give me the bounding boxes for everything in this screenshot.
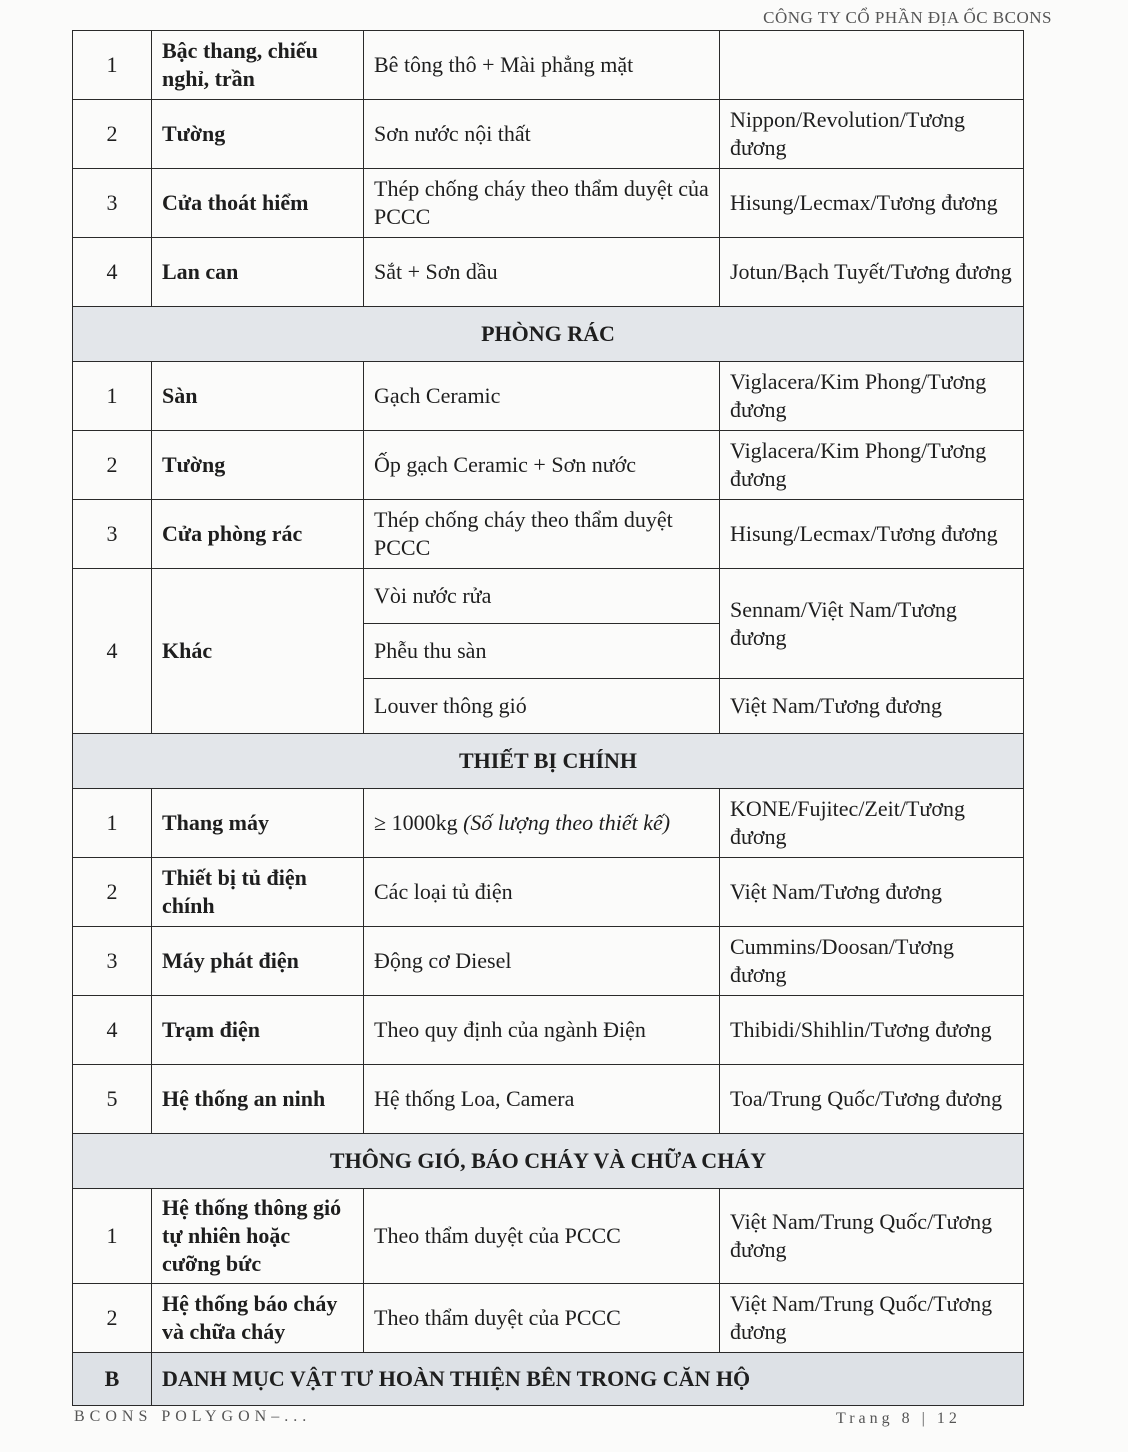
item-name: Trạm điện <box>152 996 364 1065</box>
brand-cell <box>720 31 1024 100</box>
brand-cell: Nippon/Revolution/Tương đương <box>720 100 1024 169</box>
material-cell: Theo quy định của ngành Điện <box>364 996 720 1065</box>
material-cell: Động cơ Diesel <box>364 927 720 996</box>
item-name: Tường <box>152 100 364 169</box>
table-row <box>73 31 1024 100</box>
item-name: Hệ thống báo cháy và chữa cháy <box>152 1284 364 1353</box>
specification-table <box>72 30 1024 1406</box>
section-title: THÔNG GIÓ, BÁO CHÁY VÀ CHỮA CHÁY <box>73 1134 1024 1189</box>
material-note: (Số lượng theo thiết kế) <box>463 810 671 835</box>
table-row <box>73 1189 1024 1284</box>
brand-cell: Việt Nam/Tương đương <box>720 858 1024 927</box>
brand-cell: Việt Nam/Trung Quốc/Tương đương <box>720 1189 1024 1284</box>
section-b-row <box>73 1353 1024 1406</box>
row-number: 4 <box>73 569 152 734</box>
material-cell: Hệ thống Loa, Camera <box>364 1065 720 1134</box>
row-number: 3 <box>73 500 152 569</box>
material-cell: Louver thông gió <box>364 679 720 734</box>
material-cell: Theo thẩm duyệt của PCCC <box>364 1189 720 1284</box>
material-cell: Gạch Ceramic <box>364 362 720 431</box>
row-number: 2 <box>73 858 152 927</box>
item-name: Máy phát điện <box>152 927 364 996</box>
row-number: 3 <box>73 927 152 996</box>
material-cell: Theo thẩm duyệt của PCCC <box>364 1284 720 1353</box>
material-main: ≥ 1000kg <box>374 810 464 835</box>
section-header-row <box>73 1134 1024 1189</box>
table-row <box>73 100 1024 169</box>
table-row <box>73 500 1024 569</box>
item-name: Khác <box>152 569 364 734</box>
section-title: PHÒNG RÁC <box>73 307 1024 362</box>
row-number: 4 <box>73 238 152 307</box>
row-number: 4 <box>73 996 152 1065</box>
section-code: B <box>73 1353 152 1406</box>
material-cell: Phễu thu sàn <box>364 624 720 679</box>
item-name: Lan can <box>152 238 364 307</box>
footer-project: BCONS POLYGON–... <box>74 1408 312 1425</box>
material-cell <box>364 789 720 858</box>
brand-cell: Việt Nam/Tương đương <box>720 679 1024 734</box>
section-header-row <box>73 307 1024 362</box>
brand-cell: Hisung/Lecmax/Tương đương <box>720 500 1024 569</box>
material-cell: Vòi nước rửa <box>364 569 720 624</box>
company-header: CÔNG TY CỔ PHẦN ĐỊA ỐC BCONS <box>763 8 1052 27</box>
material-cell: Thép chống cháy theo thẩm duyệt của PCCC <box>364 169 720 238</box>
brand-cell: Viglacera/Kim Phong/Tương đương <box>720 431 1024 500</box>
row-number: 3 <box>73 169 152 238</box>
table-row <box>73 431 1024 500</box>
item-name: Sàn <box>152 362 364 431</box>
table-row <box>73 927 1024 996</box>
table-row <box>73 858 1024 927</box>
section-header-row <box>73 734 1024 789</box>
material-cell: Bê tông thô + Mài phẳng mặt <box>364 31 720 100</box>
table-row <box>73 1284 1024 1353</box>
footer-page-number: Trang 8 | 12 <box>836 1410 961 1427</box>
row-number: 1 <box>73 789 152 858</box>
section-title: THIẾT BỊ CHÍNH <box>73 734 1024 789</box>
brand-cell: KONE/Fujitec/Zeit/Tương đương <box>720 789 1024 858</box>
brand-cell: Hisung/Lecmax/Tương đương <box>720 169 1024 238</box>
material-cell: Thép chống cháy theo thẩm duyệt PCCC <box>364 500 720 569</box>
item-name: Thang máy <box>152 789 364 858</box>
item-name: Cửa thoát hiểm <box>152 169 364 238</box>
material-cell: Các loại tủ điện <box>364 858 720 927</box>
row-number: 1 <box>73 1189 152 1284</box>
brand-cell: Cummins/Doosan/Tương đương <box>720 927 1024 996</box>
table-row <box>73 996 1024 1065</box>
row-number: 1 <box>73 31 152 100</box>
material-cell: Ốp gạch Ceramic + Sơn nước <box>364 431 720 500</box>
table-row <box>73 1065 1024 1134</box>
row-number: 5 <box>73 1065 152 1134</box>
row-number: 2 <box>73 431 152 500</box>
brand-cell: Sennam/Việt Nam/Tương đương <box>720 569 1024 679</box>
table-row <box>73 569 1024 624</box>
material-cell: Sắt + Sơn dầu <box>364 238 720 307</box>
brand-cell: Viglacera/Kim Phong/Tương đương <box>720 362 1024 431</box>
brand-cell: Jotun/Bạch Tuyết/Tương đương <box>720 238 1024 307</box>
item-name: Hệ thống thông gió tự nhiên hoặc cưỡng bức <box>152 1189 364 1284</box>
item-name: Cửa phòng rác <box>152 500 364 569</box>
section-title: DANH MỤC VẬT TƯ HOÀN THIỆN BÊN TRONG CĂN HỘ <box>152 1353 1024 1406</box>
item-name: Bậc thang, chiếu nghỉ, trần <box>152 31 364 100</box>
row-number: 1 <box>73 362 152 431</box>
item-name: Tường <box>152 431 364 500</box>
brand-cell: Toa/Trung Quốc/Tương đương <box>720 1065 1024 1134</box>
brand-cell: Thibidi/Shihlin/Tương đương <box>720 996 1024 1065</box>
table-row <box>73 362 1024 431</box>
item-name: Hệ thống an ninh <box>152 1065 364 1134</box>
row-number: 2 <box>73 1284 152 1353</box>
table-row <box>73 169 1024 238</box>
item-name: Thiết bị tủ điện chính <box>152 858 364 927</box>
table-row <box>73 789 1024 858</box>
brand-cell: Việt Nam/Trung Quốc/Tương đương <box>720 1284 1024 1353</box>
table-row <box>73 238 1024 307</box>
row-number: 2 <box>73 100 152 169</box>
material-cell: Sơn nước nội thất <box>364 100 720 169</box>
